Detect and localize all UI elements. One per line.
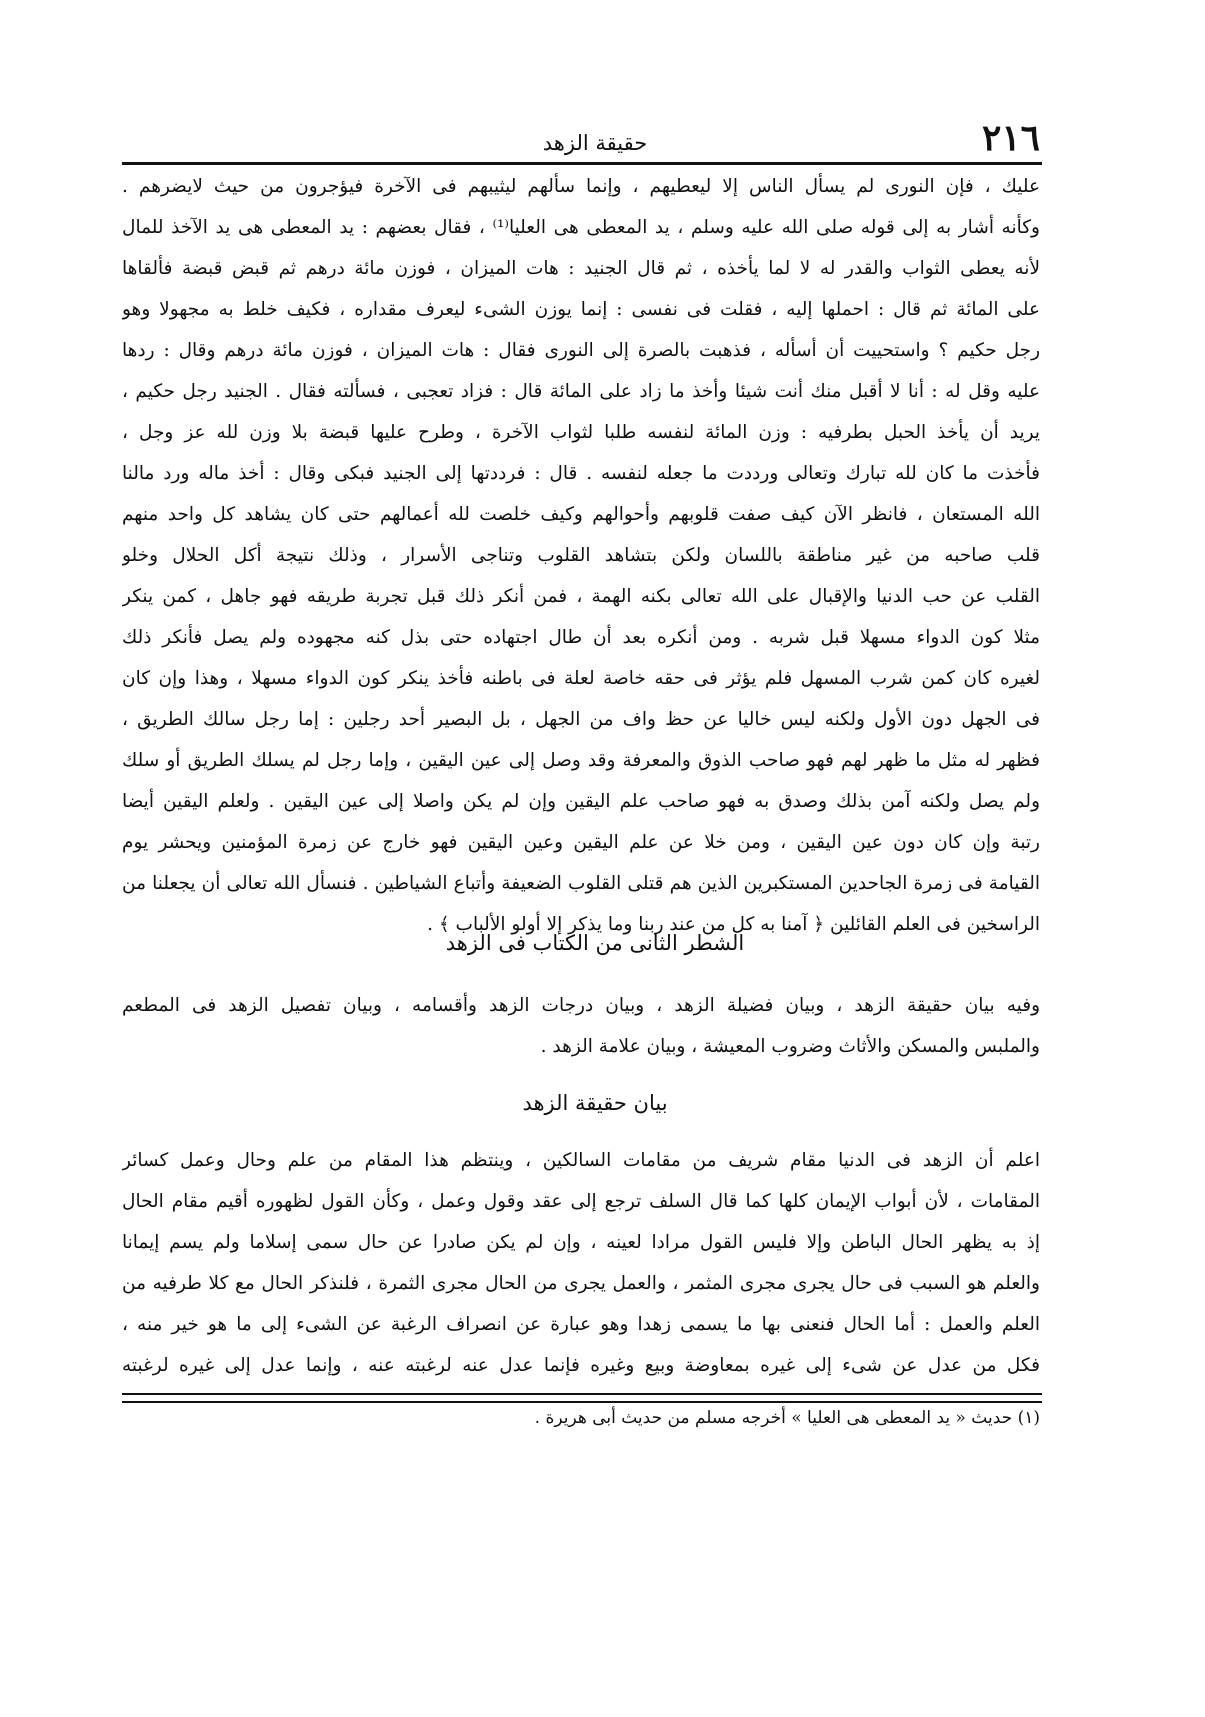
paragraph-continuation — [122, 166, 1040, 945]
header-rule — [122, 162, 1042, 165]
text-line: والملبس والمسكن والأثاث وضروب المعيشة ، وبيان علامة الزهد . — [540, 1036, 1040, 1057]
text-line: فى الجهل دون الأول ولكنه ليس خاليا عن حظ واف من الجهل ، بل البصير أحد رجلين : إما رجل سالك الطريق ، — [122, 709, 1040, 730]
text-line: المقامات ، لأن أبواب الإيمان كلها كما قال السلف ترجع إلى عقد وقول وعمل ، وكأن القول لظهوره أقيم مقام الحال — [122, 1191, 1040, 1212]
section-summary — [122, 985, 1040, 1067]
text-line: القيامة فى زمرة الجاحدين المستكبرين الذين هم قتلى القلوب الضعيفة وأتباع الشياطين . فنسأل الله تعالى أن يجعلنا من — [122, 873, 1040, 894]
text-line: مثلا كون الدواء مسهلا قبل شربه . ومن أنكره بعد أن طال اجتهاده حتى بذل كنه مجهوده ولم يصل فأنكر ذلك — [122, 627, 1040, 648]
text-line: وفيه بيان حقيقة الزهد ، وبيان فضيلة الزهد ، وبيان درجات الزهد وأقسامه ، وبيان تفصيل الزهد فى المطعم — [122, 995, 1040, 1016]
footnote: (١) حديث « يد المعطى هى العليا » أخرجه مسلم من حديث أبى هريرة . — [534, 1408, 1040, 1428]
text-line: قلب صاحبه من غير مناطقة باللسان ولكن بتشاهد القلوب وتناجى الأسرار ، وذلك نتيجة أكل الحلال وخلو — [122, 545, 1040, 566]
text-line: فكل من عدل عن شىء إلى غيره بمعاوضة وبيع وغيره فإنما عدل عنه لرغبته عنه ، وإنما عدل إلى غيره لرغبته — [122, 1355, 1040, 1376]
footnote-rule — [122, 1393, 1042, 1403]
text-line: العلم والعمل : أما الحال فنعنى بها ما يسمى زهدا وهو عبارة عن انصراف الرغبة عن الشىء إلى ما هو خير منه ، — [122, 1314, 1040, 1335]
paragraph — [122, 1140, 1040, 1386]
page-header — [150, 118, 1040, 162]
text-line: الراسخين فى العلم القائلين ﴿ آمنا به كل من عند ربنا وما يذكر إلا أولو الألباب ﴾ . — [427, 914, 1040, 935]
text-line: القلب عن حب الدنيا والإقبال على الله تعالى بكنه الهمة ، فمن أنكر ذلك قبل تجربة طريقه فهو جاهل ، كمن ينكر — [122, 586, 1040, 607]
text-line: إذ به يظهر الحال الباطن وإلا فليس القول مرادا لعينه ، وإن لم يكن صادرا عن حال سمى إسلاما ولم يسم إيمانا — [122, 1232, 1040, 1253]
text-line: عليه وقل له : أنا لا أقبل منك أنت شيئا وأخذ ما زاد على المائة قال : فزاد تعجبى ، فسألته فقال . الجنيد رجل حكيم ، — [122, 381, 1040, 402]
text-line: رتبة وإن كان دون عين اليقين ، ومن خلا عن علم اليقين وعين اليقين فهو خارج عن زمرة المؤمنين ويحشر يوم — [122, 832, 1040, 853]
subsection-heading: بيان حقيقة الزهد — [522, 1091, 668, 1115]
text-line: على المائة ثم قال : احملها إليه ، فقلت فى نفسى : إنما يوزن الشىء ليعرف مقداره ، فكيف خلط به مجهولا وهو — [122, 299, 1040, 320]
text-line: رجل حكيم ؟ واستحييت أن أسأله ، فذهبت بالصرة إلى النورى فقال : هات الميزان ، فوزن مائة درهم وقال : ردها — [122, 340, 1040, 361]
text-line: فأخذت ما كان لله تبارك وتعالى ورددت ما جعله لنفسه . قال : فرددتها إلى الجنيد فبكى وقال : أخذ ماله ورد مالنا — [122, 463, 1040, 484]
text-line: اعلم أن الزهد فى الدنيا مقام شريف من مقامات السالكين ، وينتظم هذا المقام من علم وحال وعمل كسائر — [122, 1150, 1040, 1171]
section-heading: الشطر الثانى من الكتاب فى الزهد — [445, 931, 745, 955]
text-line: ولم يصل ولكنه آمن بذلك وصدق به فهو صاحب علم اليقين وإن لم يكن واصلا إلى عين اليقين . ولعلم اليقين أيضا — [122, 791, 1040, 812]
text-line: وكأنه أشار به إلى قوله صلى الله عليه وسلم ، يد المعطى هى العليا⁽¹⁾ ، فقال بعضهم : يد المعطى هى يد الآخذ للمال — [122, 217, 1040, 238]
text-line: عليك ، فإن النورى لم يسأل الناس إلا ليعطيهم ، وإنما سألهم ليثيبهم فى الآخرة فيؤجرون من حيث لايضرهم . — [122, 176, 1040, 197]
text-line: يريد أن يأخذ الحبل بطرفيه : وزن المائة لنفسه طلبا لثواب الآخرة ، وطرح عليها قبضة بلا وزن لله عز وجل ، — [122, 422, 1040, 443]
text-line: لغيره كان كمن شرب المسهل فلم يؤثر فى حقه خاصة لعلة فى باطنه فأخذ ينكر كون الدواء مسهلا ، وهذا وإن كان — [122, 668, 1040, 689]
running-title: حقيقة الزهد — [542, 131, 648, 155]
text-line: والعلم هو السبب فى حال يجرى مجرى المثمر ، والعمل يجرى من الحال مجرى الثمرة ، فلنذكر الحال مع كلا طرفيه من — [122, 1273, 1040, 1294]
text-line: الله المستعان ، فانظر الآن كيف صفت قلوبهم وأحوالهم وكيف خلصت لله أعمالهم حتى كان يشاهد كل واحد منهم — [122, 504, 1040, 525]
page-number: ٢١٦ — [981, 117, 1040, 159]
text-line: فظهر له مثل ما ظهر لهم فهو صاحب الذوق والمعرفة وقد وصل إلى عين اليقين ، وإما رجل لم يسلك الطريق أو سلك — [122, 750, 1040, 771]
text-line: لأنه يعطى الثواب والقدر له لا لما يأخذه ، ثم قال الجنيد : هات الميزان ، فوزن مائة درهم ثم قبض قبضة فألقاها — [122, 258, 1040, 279]
